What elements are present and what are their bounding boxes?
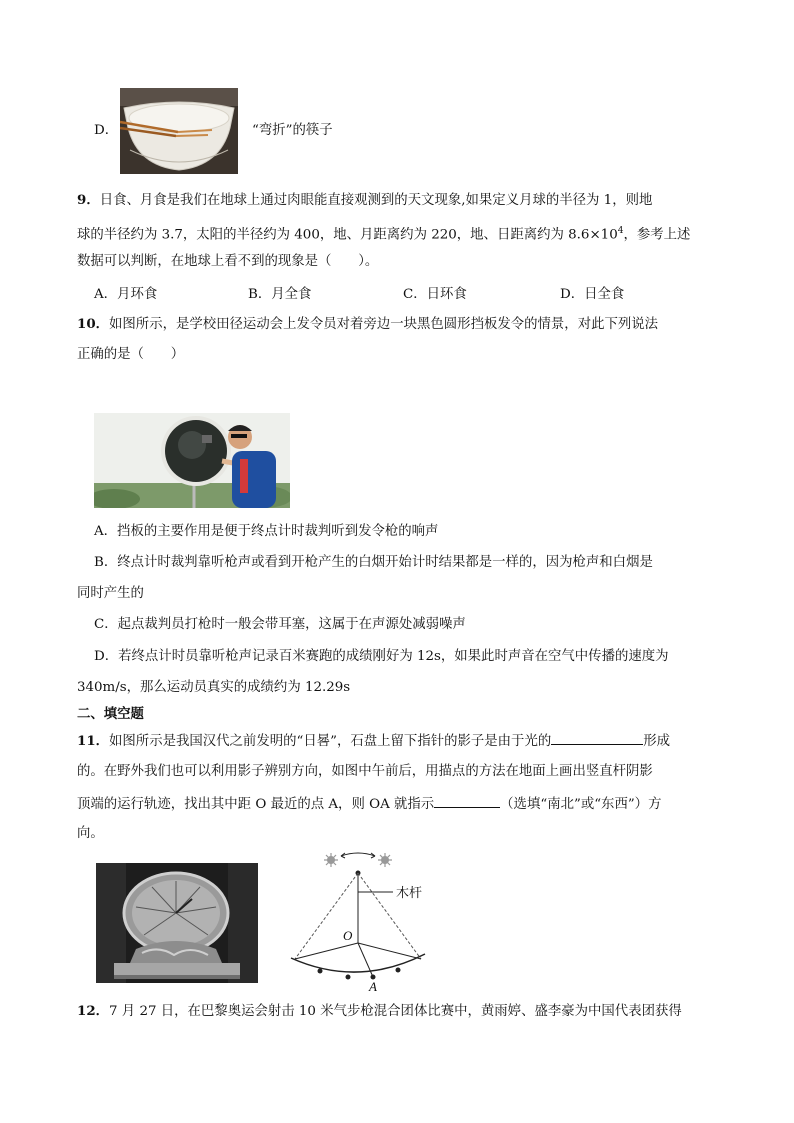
sun-motion-arrow: [341, 853, 375, 856]
q8-option-d-text: “弯折”的筷子: [252, 123, 333, 138]
q11-answer-blank-2[interactable]: [434, 793, 500, 808]
starter-photo: [94, 413, 290, 508]
q11-answer-blank-1[interactable]: [551, 730, 643, 745]
q10-option-b-line2: 同时产生的: [77, 586, 144, 601]
bowl-chopsticks-illustration: [120, 88, 238, 174]
q9-option-b: B．月全食: [248, 287, 312, 302]
q11-line2: 的。在野外我们也可以利用影子辨别方向，如图中午前后，用描点的方法在地面上画出竖直杆阴影: [77, 764, 653, 779]
section-heading-fill-in: 二、填空题: [77, 707, 144, 722]
q10-option-a: A．挡板的主要作用是便于终点计时裁判听到发令枪的响声: [94, 524, 439, 539]
q9-line2: [77, 221, 690, 245]
trajectory-curve: [291, 954, 425, 972]
q9-option-a: A．月环食: [94, 287, 158, 302]
sun-left-icon: [324, 853, 338, 867]
q12-text-line1: 7 月 27 日，在巴黎奥运会射击 10 米气步枪混合团体比赛中，黄雨婷、盛李豪为中国代表团获得: [109, 1004, 682, 1019]
q10-option-b-line1: B．终点计时裁判靠听枪声或看到开枪产生的白烟开始计时结果都是一样的，因为枪声和白烟是: [94, 555, 653, 570]
q9-exponent: 4: [617, 226, 624, 236]
q9-option-d: D．日全食: [560, 287, 625, 302]
q12-line1: [77, 1001, 682, 1022]
pole-label: 木杆: [396, 885, 423, 900]
q10-line1: [77, 314, 658, 335]
sundial-photo: [96, 863, 258, 983]
starter-illustration: [94, 413, 290, 508]
q10-text-line1: 如图所示，是学校田径运动会上发令员对着旁边一块黑色圆形挡板发令的情景，对此下列说法: [109, 317, 659, 332]
q10-option-c: C．起点裁判员打枪时一般会带耳塞，这属于在声源处减弱噪声: [94, 617, 466, 632]
q9-text-line2a: 球的半径约为 3.7，太阳的半径约为 400，地、月距离约为 220，地、日距离约为 8.6×10: [77, 227, 618, 243]
q11-text-line1a: 如图所示是我国汉代之前发明的“日晷”，石盘上留下指针的影子是由于光的: [109, 734, 552, 749]
sun-right-icon: [378, 853, 392, 867]
q9-line3: 数据可以判断，在地球上看不到的现象是（ ）。: [77, 254, 379, 269]
bowl-chopsticks-photo: [120, 88, 238, 174]
trajectory-svg: [285, 850, 435, 995]
sundial-illustration: [96, 863, 258, 983]
q12-number: 12．: [77, 1003, 110, 1019]
q11-number: 11．: [77, 733, 110, 749]
q10-line2: 正确的是（ ）: [77, 347, 185, 362]
point-a-label: A: [369, 979, 377, 994]
q11-text-line1b: 形成: [643, 734, 671, 749]
q10-option-d-line2: 340m/s，那么运动员真实的成绩约为 12.29s: [77, 680, 351, 695]
q9-line1: [77, 190, 652, 211]
point-o-label: O: [343, 928, 353, 943]
q9-option-c: C．日环食: [403, 287, 467, 302]
q9-text-line2b: ，参考上述: [623, 227, 691, 243]
q9-number: 9．: [77, 192, 100, 208]
q10-number: 10．: [77, 316, 110, 332]
q11-text-line3a: 顶端的运行轨迹，找出其中距 O 最近的点 A，则 OA 就指示: [77, 797, 435, 812]
q11-line3: [77, 793, 661, 815]
q11-line4: 向。: [77, 826, 104, 841]
q10-option-d-line1: D．若终点计时员靠听枪声记录百米赛跑的成绩刚好为 12s，如果此时声音在空气中传播的速度为: [94, 649, 669, 664]
q11-text-line3b: （选填“南北”或“东西”）方: [500, 797, 662, 812]
q8-option-d-letter: D．: [94, 123, 119, 138]
q11-line1: [77, 730, 670, 752]
q9-text-line1: 日食、月食是我们在地球上通过肉眼能直接观测到的天文现象,如果定义月球的半径为 1，则地: [99, 193, 653, 208]
shadow-trajectory-diagram: [285, 850, 435, 995]
